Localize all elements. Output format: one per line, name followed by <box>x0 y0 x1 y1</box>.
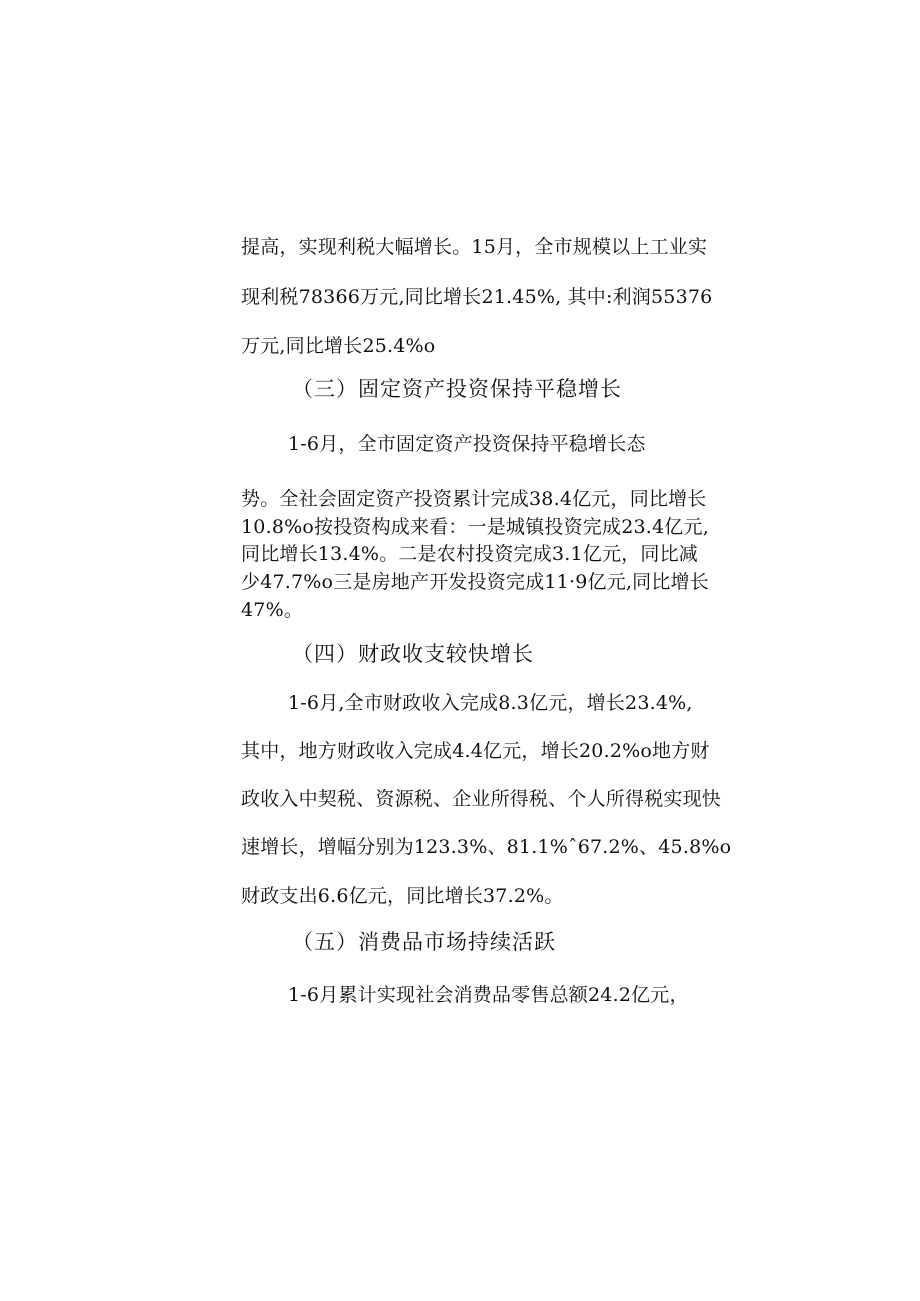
paragraph-line: 现利税78366万元,同比增长21.45%, 其中:利润55376 <box>241 286 713 308</box>
paragraph-line: 10.8%o按投资构成来看：一是城镇投资完成23.4亿元, <box>241 516 709 538</box>
paragraph-line: 万元,同比增长25.4%o <box>241 335 436 357</box>
paragraph-line: 1-6月,全市财政收入完成8.3亿元，增长23.4%, <box>288 692 693 714</box>
paragraph-line: 政收入中契税、资源税、企业所得税、个人所得税实现快 <box>241 788 722 810</box>
section-heading-5: （五）消费品市场持续活跃 <box>292 930 556 954</box>
paragraph-line: 速增长，增幅分别为123.3%、81.1%ˆ67.2%、45.8%o <box>241 836 732 858</box>
paragraph-line: 势。全社会固定资产投资累计完成38.4亿元，同比增长 <box>241 488 707 510</box>
paragraph-line: 1-6月累计实现社会消费品零售总额24.2亿元， <box>288 984 689 1006</box>
section-heading-3: （三）固定资产投资保持平稳增长 <box>292 377 622 401</box>
paragraph-line: 提高，实现利税大幅增长。15月，全市规模以上工业实 <box>241 236 708 258</box>
section-heading-4: （四）财政收支较快增长 <box>292 642 534 666</box>
paragraph-line: 同比增长13.4%。二是农村投资完成3.1亿元，同比减 <box>241 543 698 565</box>
paragraph-line: 其中，地方财政收入完成4.4亿元，增长20.2%o地方财 <box>241 740 710 762</box>
paragraph-line: 47%。 <box>241 599 304 621</box>
paragraph-line: 少47.7%o三是房地产开发投资完成11·9亿元,同比增长 <box>241 571 709 593</box>
paragraph-line: 财政支出6.6亿元，同比增长37.2%。 <box>241 885 564 907</box>
paragraph-line: 1-6月，全市固定资产投资保持平稳增长态 <box>288 433 646 455</box>
